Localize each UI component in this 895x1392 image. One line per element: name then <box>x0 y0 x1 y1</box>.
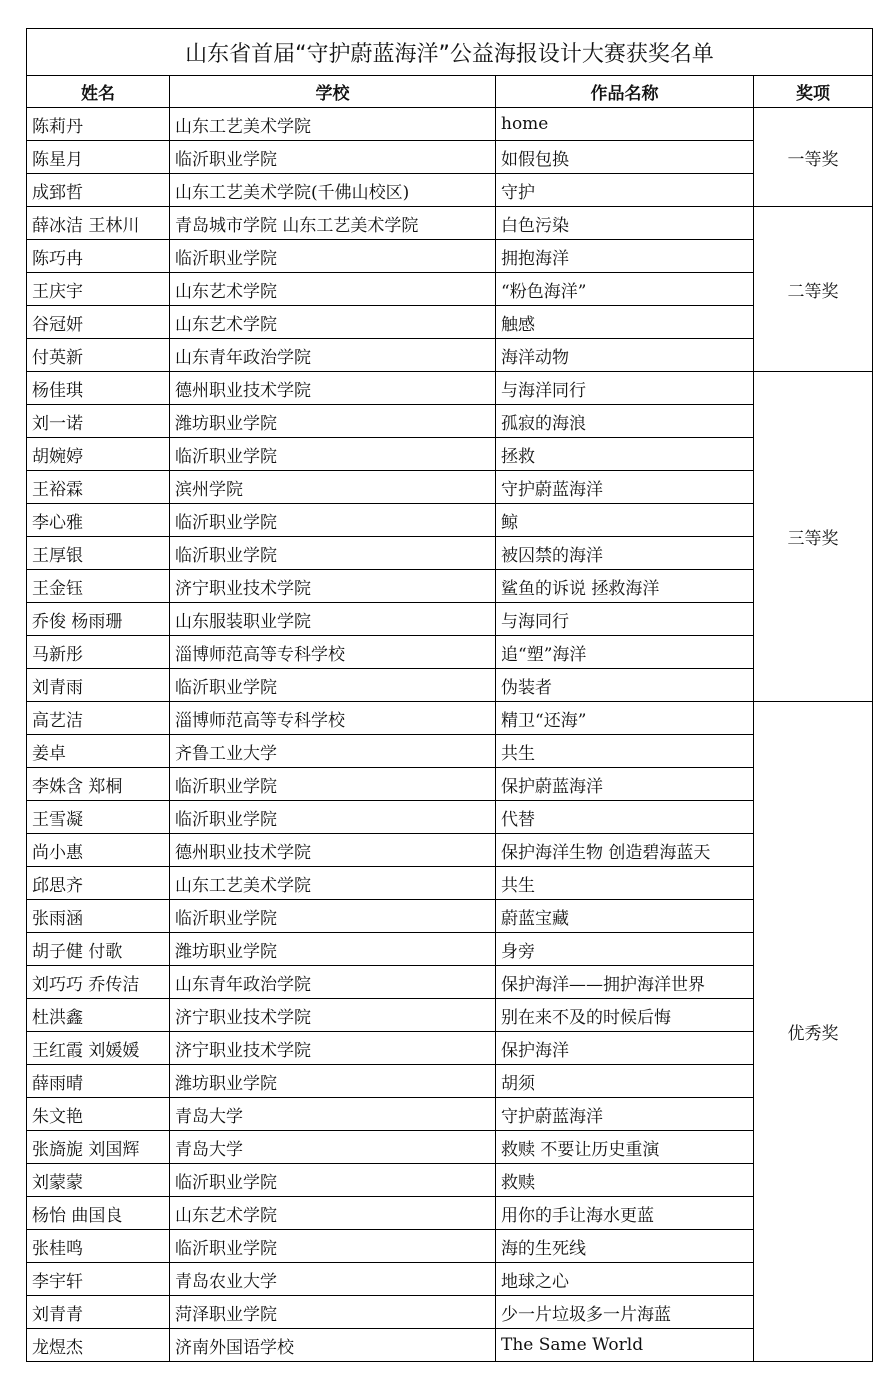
table-row <box>27 1296 873 1329</box>
name-cell: 谷冠妍 <box>27 306 170 339</box>
name-cell: 陈星月 <box>27 141 170 174</box>
table-row <box>27 801 873 834</box>
work-title-cell: 海的生死线 <box>496 1230 754 1263</box>
school-cell: 菏泽职业学院 <box>170 1296 496 1329</box>
name-cell: 刘巧巧 乔传洁 <box>27 966 170 999</box>
table-row <box>27 438 873 471</box>
school-cell: 德州职业技术学院 <box>170 372 496 405</box>
school-cell: 青岛城市学院 山东工艺美术学院 <box>170 207 496 240</box>
work-title-cell: 地球之心 <box>496 1263 754 1296</box>
award-cell: 二等奖 <box>754 207 873 372</box>
work-title-cell: 守护蔚蓝海洋 <box>496 1098 754 1131</box>
name-cell: 刘一诺 <box>27 405 170 438</box>
school-cell: 青岛农业大学 <box>170 1263 496 1296</box>
work-title-cell: 共生 <box>496 867 754 900</box>
school-cell: 山东工艺美术学院 <box>170 867 496 900</box>
school-cell: 青岛大学 <box>170 1098 496 1131</box>
school-cell: 青岛大学 <box>170 1131 496 1164</box>
work-title-cell: 拯救 <box>496 438 754 471</box>
name-cell: 尚小惠 <box>27 834 170 867</box>
school-cell: 山东服装职业学院 <box>170 603 496 636</box>
school-cell: 齐鲁工业大学 <box>170 735 496 768</box>
award-list-table <box>26 28 873 1362</box>
work-title-cell: 保护海洋——拥护海洋世界 <box>496 966 754 999</box>
table-row <box>27 537 873 570</box>
name-cell: 王裕霖 <box>27 471 170 504</box>
name-cell: 高艺洁 <box>27 702 170 735</box>
page-title: 山东省首届“守护蔚蓝海洋”公益海报设计大赛获奖名单 <box>27 29 873 76</box>
work-title-cell: 胡须 <box>496 1065 754 1098</box>
name-cell: 刘青青 <box>27 1296 170 1329</box>
name-cell: 薛冰洁 王林川 <box>27 207 170 240</box>
table-row <box>27 504 873 537</box>
work-title-cell: 如假包换 <box>496 141 754 174</box>
table-row <box>27 570 873 603</box>
table-row <box>27 966 873 999</box>
work-title-cell: 鲨鱼的诉说 拯救海洋 <box>496 570 754 603</box>
work-title-cell: 保护蔚蓝海洋 <box>496 768 754 801</box>
work-title-cell: 身旁 <box>496 933 754 966</box>
work-title-cell: 孤寂的海浪 <box>496 405 754 438</box>
name-cell: 付英新 <box>27 339 170 372</box>
table-row <box>27 207 873 240</box>
name-cell: 朱文艳 <box>27 1098 170 1131</box>
school-cell: 临沂职业学院 <box>170 504 496 537</box>
award-cell: 三等奖 <box>754 372 873 702</box>
school-cell: 临沂职业学院 <box>170 801 496 834</box>
work-title-cell: 代替 <box>496 801 754 834</box>
school-cell: 潍坊职业学院 <box>170 405 496 438</box>
table-row <box>27 933 873 966</box>
table-row <box>27 339 873 372</box>
name-cell: 王红霞 刘媛媛 <box>27 1032 170 1065</box>
work-title-cell: 守护蔚蓝海洋 <box>496 471 754 504</box>
table-row <box>27 1230 873 1263</box>
school-cell: 滨州学院 <box>170 471 496 504</box>
name-cell: 陈巧冉 <box>27 240 170 273</box>
work-title-cell: 鲸 <box>496 504 754 537</box>
name-cell: 李心雅 <box>27 504 170 537</box>
school-cell: 山东艺术学院 <box>170 306 496 339</box>
table-row <box>27 735 873 768</box>
award-cell: 一等奖 <box>754 108 873 207</box>
work-title-cell: 被囚禁的海洋 <box>496 537 754 570</box>
header-row <box>27 76 873 108</box>
school-cell: 山东青年政治学院 <box>170 966 496 999</box>
school-cell: 临沂职业学院 <box>170 1230 496 1263</box>
table-row <box>27 1263 873 1296</box>
table-row <box>27 1164 873 1197</box>
work-title-cell: 保护海洋生物 创造碧海蓝天 <box>496 834 754 867</box>
name-cell: 陈莉丹 <box>27 108 170 141</box>
column-header-school: 学校 <box>170 76 496 108</box>
table-row <box>27 603 873 636</box>
table-row <box>27 702 873 735</box>
name-cell: 李姝含 郑桐 <box>27 768 170 801</box>
table-row <box>27 900 873 933</box>
school-cell: 济宁职业技术学院 <box>170 1032 496 1065</box>
work-title-cell: home <box>496 108 754 141</box>
school-cell: 淄博师范高等专科学校 <box>170 702 496 735</box>
table-row <box>27 1098 873 1131</box>
table-row <box>27 834 873 867</box>
column-header-work-title: 作品名称 <box>496 76 754 108</box>
work-title-cell: 别在来不及的时候后悔 <box>496 999 754 1032</box>
name-cell: 王金钰 <box>27 570 170 603</box>
table-row <box>27 471 873 504</box>
school-cell: 临沂职业学院 <box>170 537 496 570</box>
work-title-cell: 保护海洋 <box>496 1032 754 1065</box>
school-cell: 潍坊职业学院 <box>170 1065 496 1098</box>
name-cell: 胡子健 付歌 <box>27 933 170 966</box>
school-cell: 临沂职业学院 <box>170 240 496 273</box>
school-cell: 山东工艺美术学院(千佛山校区) <box>170 174 496 207</box>
school-cell: 潍坊职业学院 <box>170 933 496 966</box>
school-cell: 济南外国语学校 <box>170 1329 496 1362</box>
column-header-award: 奖项 <box>754 76 873 108</box>
work-title-cell: 用你的手让海水更蓝 <box>496 1197 754 1230</box>
name-cell: 胡婉婷 <box>27 438 170 471</box>
school-cell: 临沂职业学院 <box>170 900 496 933</box>
work-title-cell: 拥抱海洋 <box>496 240 754 273</box>
name-cell: 王雪凝 <box>27 801 170 834</box>
work-title-cell: 海洋动物 <box>496 339 754 372</box>
work-title-cell: 救赎 <box>496 1164 754 1197</box>
name-cell: 杨怡 曲国良 <box>27 1197 170 1230</box>
column-header-name: 姓名 <box>27 76 170 108</box>
work-title-cell: 精卫“还海” <box>496 702 754 735</box>
table-row <box>27 1329 873 1362</box>
table-row <box>27 867 873 900</box>
table-row <box>27 669 873 702</box>
name-cell: 邱思齐 <box>27 867 170 900</box>
table-row <box>27 1065 873 1098</box>
table-row <box>27 240 873 273</box>
name-cell: 成郅哲 <box>27 174 170 207</box>
school-cell: 山东工艺美术学院 <box>170 108 496 141</box>
name-cell: 张雨涵 <box>27 900 170 933</box>
table-row <box>27 372 873 405</box>
name-cell: 龙煜杰 <box>27 1329 170 1362</box>
school-cell: 济宁职业技术学院 <box>170 999 496 1032</box>
table-row <box>27 141 873 174</box>
table-row <box>27 405 873 438</box>
work-title-cell: 与海洋同行 <box>496 372 754 405</box>
table-row <box>27 273 873 306</box>
work-title-cell: 触感 <box>496 306 754 339</box>
award-list-body <box>27 29 873 1362</box>
school-cell: 山东艺术学院 <box>170 1197 496 1230</box>
school-cell: 临沂职业学院 <box>170 141 496 174</box>
table-row <box>27 768 873 801</box>
school-cell: 山东艺术学院 <box>170 273 496 306</box>
table-row <box>27 108 873 141</box>
work-title-cell: “粉色海洋” <box>496 273 754 306</box>
name-cell: 张桂鸣 <box>27 1230 170 1263</box>
name-cell: 薛雨晴 <box>27 1065 170 1098</box>
name-cell: 杜洪鑫 <box>27 999 170 1032</box>
name-cell: 张旖旎 刘国辉 <box>27 1131 170 1164</box>
work-title-cell: 共生 <box>496 735 754 768</box>
name-cell: 杨佳琪 <box>27 372 170 405</box>
work-title-cell: 蔚蓝宝藏 <box>496 900 754 933</box>
school-cell: 临沂职业学院 <box>170 768 496 801</box>
table-row <box>27 636 873 669</box>
table-row <box>27 174 873 207</box>
work-title-cell: 伪装者 <box>496 669 754 702</box>
school-cell: 德州职业技术学院 <box>170 834 496 867</box>
school-cell: 临沂职业学院 <box>170 438 496 471</box>
name-cell: 乔俊 杨雨珊 <box>27 603 170 636</box>
name-cell: 刘蒙蒙 <box>27 1164 170 1197</box>
name-cell: 王庆宇 <box>27 273 170 306</box>
name-cell: 李宇轩 <box>27 1263 170 1296</box>
school-cell: 山东青年政治学院 <box>170 339 496 372</box>
work-title-cell: 守护 <box>496 174 754 207</box>
school-cell: 临沂职业学院 <box>170 669 496 702</box>
table-row <box>27 1032 873 1065</box>
table-row <box>27 306 873 339</box>
table-row <box>27 1197 873 1230</box>
award-cell: 优秀奖 <box>754 702 873 1362</box>
work-title-cell: The Same World <box>496 1329 754 1362</box>
table-row <box>27 999 873 1032</box>
work-title-cell: 救赎 不要让历史重演 <box>496 1131 754 1164</box>
name-cell: 姜卓 <box>27 735 170 768</box>
work-title-cell: 白色污染 <box>496 207 754 240</box>
title-row <box>27 29 873 76</box>
school-cell: 济宁职业技术学院 <box>170 570 496 603</box>
name-cell: 王厚银 <box>27 537 170 570</box>
work-title-cell: 少一片垃圾多一片海蓝 <box>496 1296 754 1329</box>
name-cell: 刘青雨 <box>27 669 170 702</box>
table-row <box>27 1131 873 1164</box>
work-title-cell: 追“塑”海洋 <box>496 636 754 669</box>
work-title-cell: 与海同行 <box>496 603 754 636</box>
school-cell: 淄博师范高等专科学校 <box>170 636 496 669</box>
school-cell: 临沂职业学院 <box>170 1164 496 1197</box>
name-cell: 马新彤 <box>27 636 170 669</box>
